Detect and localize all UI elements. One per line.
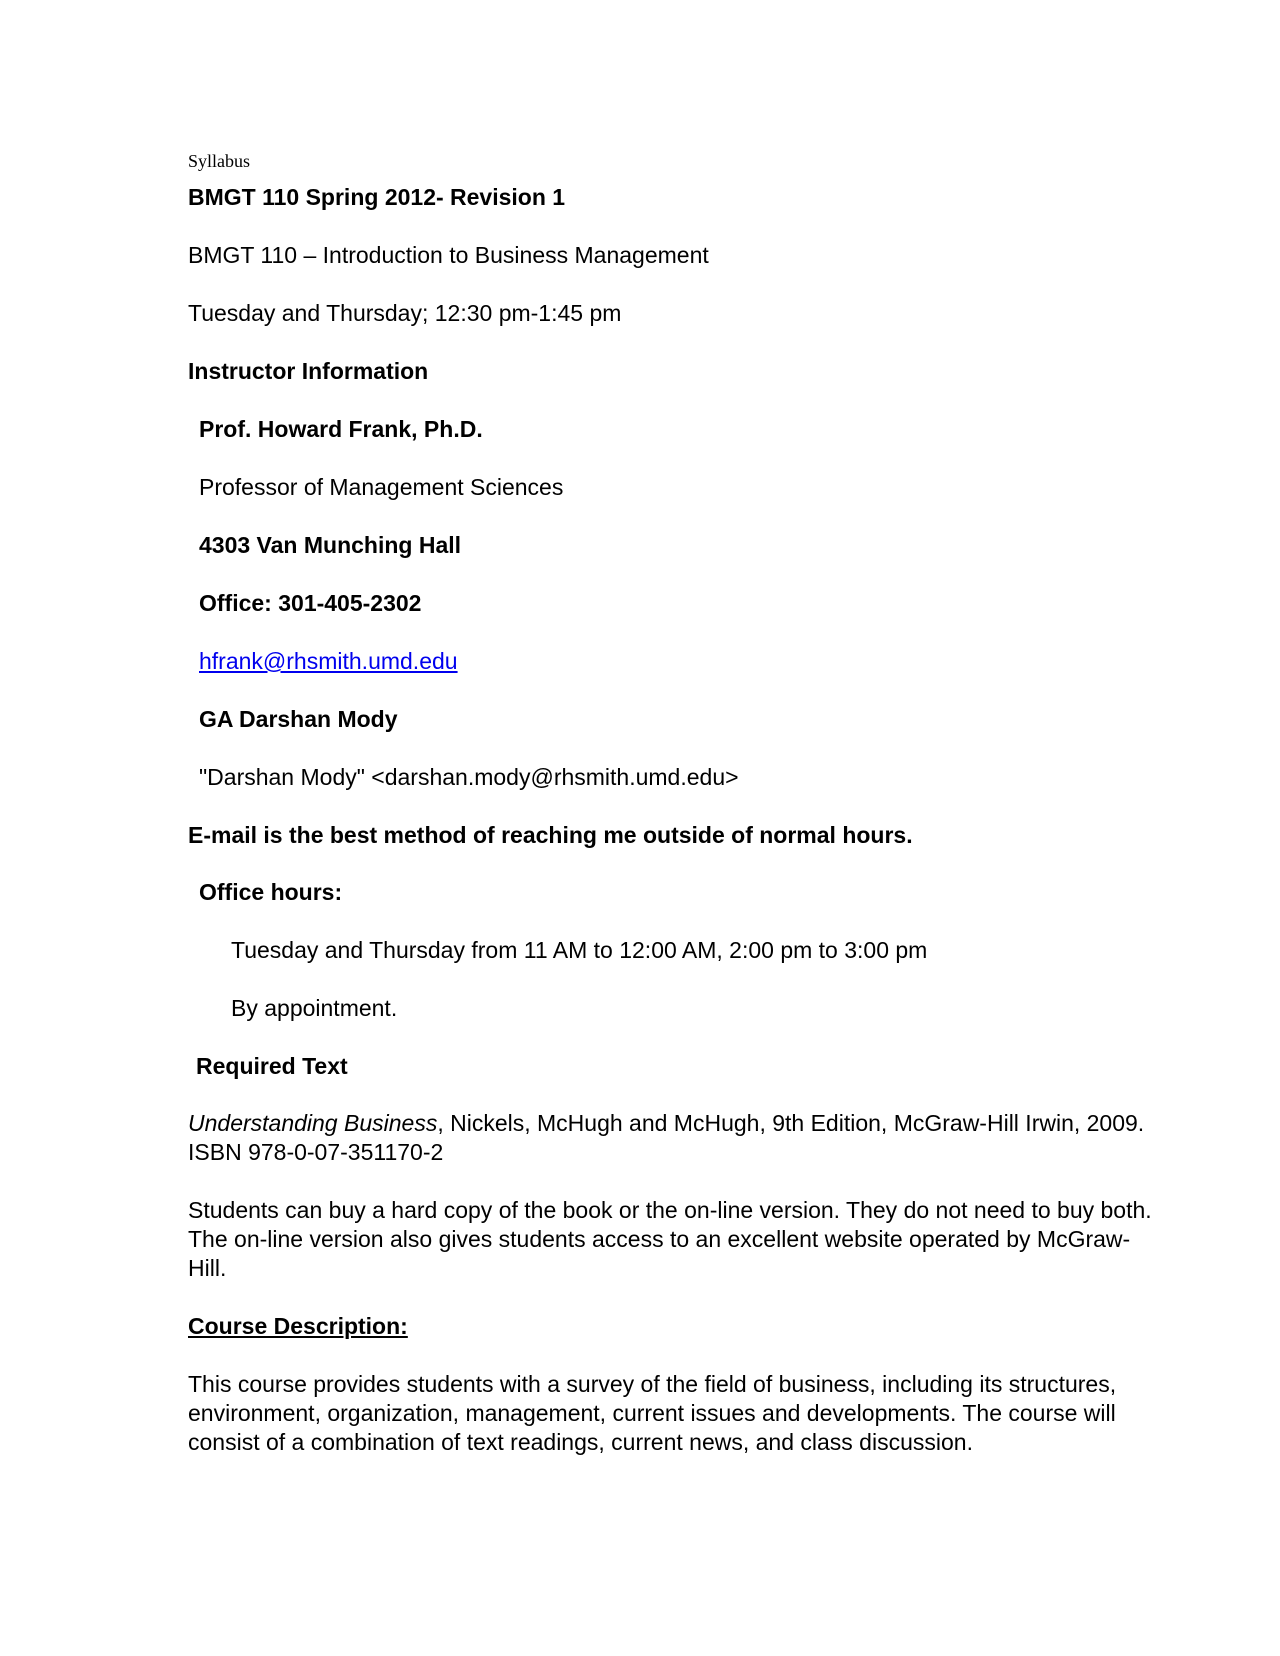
book-title: Understanding Business (188, 1110, 438, 1136)
instructor-title: Professor of Management Sciences (199, 474, 564, 500)
paragraph-line: The on-line version also gives students access to an excellent website operated by McGraw- (188, 1226, 1131, 1252)
document-label: Syllabus (188, 151, 251, 171)
purchase-paragraph (188, 1196, 1248, 1283)
course-description-paragraph (188, 1370, 1248, 1457)
office-hours-appointment: By appointment. (231, 995, 398, 1021)
course-name: BMGT 110 – Introduction to Business Management (188, 242, 709, 268)
paragraph-line: This course provides students with a survey of the field of business, including its structures, (188, 1371, 1117, 1397)
course-description-heading: Course Description: (188, 1313, 408, 1339)
document-title: BMGT 110 Spring 2012- Revision 1 (188, 184, 566, 210)
paragraph-line: environment, organization, management, current issues and developments. The course will (188, 1400, 1116, 1426)
instructor-email-link[interactable]: hfrank@rhsmith.umd.edu (199, 648, 458, 674)
office-hours-times: Tuesday and Thursday from 11 AM to 12:00 AM, 2:00 pm to 3:00 pm (231, 937, 928, 963)
office-location: 4303 Van Munching Hall (199, 532, 462, 558)
required-text-citation (188, 1109, 1248, 1167)
book-isbn: ISBN 978-0-07-351170-2 (188, 1139, 444, 1165)
ga-email: "Darshan Mody" <darshan.mody@rhsmith.umd.edu> (199, 764, 739, 790)
book-details: , Nickels, McHugh and McHugh, 9th Edition, McGraw-Hill Irwin, 2009. (437, 1110, 1145, 1136)
email-note: E-mail is the best method of reaching me outside of normal hours. (188, 822, 913, 848)
paragraph-line: consist of a combination of text readings, current news, and class discussion. (188, 1429, 973, 1455)
instructor-name: Prof. Howard Frank, Ph.D. (199, 416, 483, 442)
instructor-heading: Instructor Information (188, 358, 429, 384)
course-schedule: Tuesday and Thursday; 12:30 pm-1:45 pm (188, 300, 622, 326)
required-text-heading: Required Text (196, 1053, 348, 1079)
ga-name: GA Darshan Mody (199, 706, 398, 732)
paragraph-line: Students can buy a hard copy of the book or the on-line version. They do not need to buy both. (188, 1197, 1152, 1223)
office-hours-heading: Office hours: (199, 879, 343, 905)
paragraph-line: Hill. (188, 1255, 227, 1281)
office-phone: Office: 301-405-2302 (199, 590, 422, 616)
book-line (188, 1109, 1248, 1138)
